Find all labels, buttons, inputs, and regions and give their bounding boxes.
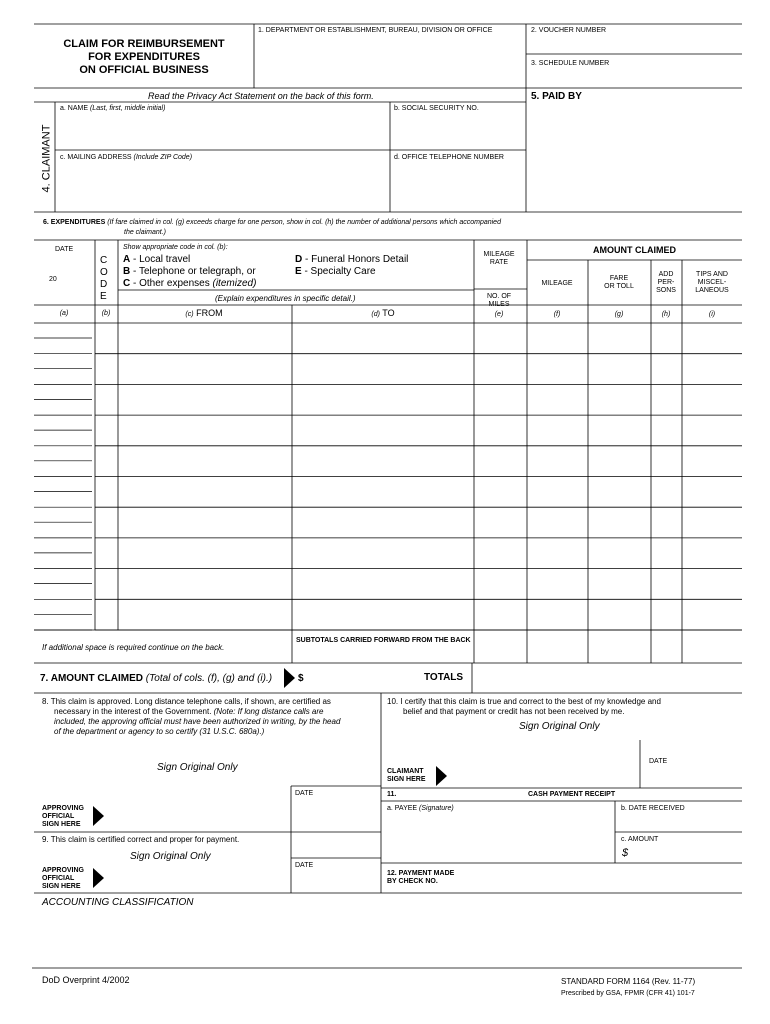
approval-text-8-note: (Note: If long distance calls are xyxy=(211,707,324,716)
approval-text-8-line-1: 8. This claim is approved. Long distance telephone calls, if shown, are certified as xyxy=(42,697,331,706)
amount-arrow-icon xyxy=(284,668,295,688)
privacy-statement: Read the Privacy Act Statement on the back of this form. xyxy=(148,91,374,101)
code-letter-line-2: O xyxy=(100,267,108,278)
cash-receipt-title: CASH PAYMENT RECEIPT xyxy=(528,791,616,798)
expense-cell-f[interactable] xyxy=(527,570,588,600)
expense-cell-a[interactable] xyxy=(34,447,95,477)
certifying-signature-field[interactable] xyxy=(108,866,290,894)
expense-cell-i[interactable] xyxy=(682,355,742,385)
expense-cell-i[interactable] xyxy=(682,324,742,354)
claimant-side-label: 4. CLAIMANT xyxy=(40,124,53,193)
date-received-label: b. DATE RECEIVED xyxy=(621,805,685,812)
check-number-field[interactable] xyxy=(470,866,740,894)
address-prefix: c. MAILING ADDRESS xyxy=(60,154,132,161)
receipt-amount-label: c. AMOUNT xyxy=(621,836,659,843)
amount-claimed-note: (Total of cols. (f), (g) and (i).) xyxy=(142,673,273,684)
title-line-3: ON OFFICIAL BUSINESS xyxy=(79,64,209,76)
expense-cell-f[interactable] xyxy=(527,509,588,539)
expense-cell-i[interactable] xyxy=(682,447,742,477)
fare-line-1: FARE xyxy=(609,275,629,282)
expense-cell-c[interactable] xyxy=(118,540,292,570)
code-letter-e: E xyxy=(295,266,302,277)
expense-cell-b[interactable] xyxy=(95,447,118,477)
expense-cell-a[interactable] xyxy=(34,540,95,570)
expense-cell-f[interactable] xyxy=(527,601,588,631)
expense-cell-c[interactable] xyxy=(118,478,292,508)
col-d-label xyxy=(292,308,474,320)
expense-cell-c[interactable] xyxy=(118,570,292,600)
col-g-label: (g) xyxy=(614,311,624,318)
expense-cell-b[interactable] xyxy=(95,509,118,539)
dept-field[interactable] xyxy=(258,38,522,86)
code-letter-b: B xyxy=(123,266,131,277)
col-a-label: (a) xyxy=(59,310,69,317)
expense-cell-i[interactable] xyxy=(682,570,742,600)
num-miles-line-2: MILES xyxy=(488,301,510,308)
code-desc-e: - Specialty Care xyxy=(301,266,376,277)
sign-original-8: Sign Original Only xyxy=(157,762,238,773)
payee-label xyxy=(387,805,454,813)
payee-prefix: a. PAYEE xyxy=(387,805,418,812)
mileage-rate-line-1: MILEAGE xyxy=(483,251,515,258)
totals-label: TOTALS xyxy=(424,672,464,683)
subtotals-label: SUBTOTALS CARRIED FORWARD FROM THE BACK xyxy=(296,637,471,644)
code-option-e xyxy=(295,266,408,278)
amount-claimed-label xyxy=(40,673,272,685)
sign-original-10: Sign Original Only xyxy=(519,721,600,732)
expense-cell-g[interactable] xyxy=(588,386,651,416)
sign-original-9: Sign Original Only xyxy=(130,851,211,862)
expense-cell-g[interactable] xyxy=(588,324,651,354)
expense-cell-c[interactable] xyxy=(118,386,292,416)
schedule-label: 3. SCHEDULE NUMBER xyxy=(531,60,610,67)
expense-cell-h[interactable] xyxy=(651,540,682,570)
code-letter-line-4: E xyxy=(100,291,107,302)
code-desc-c: - Other expenses xyxy=(130,278,210,289)
phone-label: d. OFFICE TELEPHONE NUMBER xyxy=(394,154,504,161)
col-c-letter: (c) xyxy=(185,311,194,318)
code-option-d xyxy=(295,254,408,266)
add-persons-line-3: SONS xyxy=(656,287,676,294)
payee-hint: (Signature) xyxy=(419,805,454,812)
code-option-a xyxy=(123,254,256,266)
code-letter-d: D xyxy=(295,254,303,265)
expense-cell-a[interactable] xyxy=(34,509,95,539)
address-label xyxy=(60,154,192,162)
mileage-rate-line-2: RATE xyxy=(489,259,509,266)
expense-cell-h[interactable] xyxy=(651,570,682,600)
expense-cell-b[interactable] xyxy=(95,416,118,446)
approving-arrow-icon xyxy=(93,806,104,826)
num-miles-label xyxy=(474,293,524,309)
name-label xyxy=(60,105,165,113)
fare-col-label xyxy=(588,275,650,291)
col-d-letter: (d) xyxy=(371,311,380,318)
code-option-c xyxy=(123,278,256,290)
title-line-2: FOR EXPENDITURES xyxy=(88,51,200,63)
expense-cell-e[interactable] xyxy=(474,570,527,600)
expense-cell-g[interactable] xyxy=(588,570,651,600)
certifying-arrow-icon xyxy=(93,868,104,888)
expense-cell-c[interactable] xyxy=(118,355,292,385)
check-number-label xyxy=(387,870,454,886)
year-label: 20 xyxy=(49,276,57,283)
code-option-b xyxy=(123,266,256,278)
expense-cell-g[interactable] xyxy=(588,416,651,446)
expense-cell-b[interactable] xyxy=(95,540,118,570)
expense-cell-g[interactable] xyxy=(588,509,651,539)
name-prefix: a. NAME xyxy=(60,105,89,112)
amount-dollar: $ xyxy=(298,673,304,684)
expense-cell-e[interactable] xyxy=(474,601,527,631)
expense-cell-h[interactable] xyxy=(651,416,682,446)
col-e-label: (e) xyxy=(494,311,504,318)
date-col-label: DATE xyxy=(55,246,74,253)
num-miles-line-1: NO. OF xyxy=(486,293,512,300)
expense-cell-d[interactable] xyxy=(292,386,474,416)
code-letters xyxy=(100,255,110,303)
expense-cell-h[interactable] xyxy=(651,478,682,508)
expense-cell-d[interactable] xyxy=(292,447,474,477)
expense-cell-f[interactable] xyxy=(527,447,588,477)
approving-official-label xyxy=(42,805,84,829)
expense-cell-e[interactable] xyxy=(474,324,527,354)
name-field[interactable] xyxy=(58,116,388,150)
approving-official-line-3: SIGN HERE xyxy=(42,821,81,828)
certifying-official-line-1: APPROVING xyxy=(42,867,85,874)
expense-cell-d[interactable] xyxy=(292,324,474,354)
expense-cell-e[interactable] xyxy=(474,478,527,508)
expense-cell-b[interactable] xyxy=(95,570,118,600)
approving-official-line-1: APPROVING xyxy=(42,805,85,812)
expense-cell-d[interactable] xyxy=(292,478,474,508)
receipt-number: 11. xyxy=(387,791,397,798)
expense-cell-c[interactable] xyxy=(118,416,292,446)
expense-cell-d[interactable] xyxy=(292,601,474,631)
voucher-label: 2. VOUCHER NUMBER xyxy=(531,27,607,34)
expense-cell-h[interactable] xyxy=(651,386,682,416)
expense-cell-a[interactable] xyxy=(34,416,95,446)
expense-cell-d[interactable] xyxy=(292,570,474,600)
amount-total-field[interactable] xyxy=(308,668,418,688)
mileage-rate-label xyxy=(474,251,524,267)
check-number-line-2: BY CHECK NO. xyxy=(387,878,438,885)
certifying-official-line-3: SIGN HERE xyxy=(42,883,81,890)
code-letter-a: A xyxy=(123,254,131,265)
expense-cell-d[interactable] xyxy=(292,355,474,385)
expense-cell-d[interactable] xyxy=(292,509,474,539)
itemized-note: (itemized) xyxy=(209,278,257,289)
expense-cell-i[interactable] xyxy=(682,386,742,416)
expense-cell-i[interactable] xyxy=(682,416,742,446)
claimant-date-label: DATE xyxy=(649,758,668,765)
approval-text-8 xyxy=(42,697,382,737)
code-desc-d: - Funeral Honors Detail xyxy=(302,254,409,265)
expense-cell-b[interactable] xyxy=(95,478,118,508)
fare-line-2: OR TOLL xyxy=(604,283,634,290)
continue-note: If additional space is required continue on the back. xyxy=(42,643,225,652)
expense-cell-d[interactable] xyxy=(292,416,474,446)
col-c-label xyxy=(118,308,290,320)
expense-cell-g[interactable] xyxy=(588,601,651,631)
claimant-arrow-icon xyxy=(436,766,447,786)
approving-signature-field[interactable] xyxy=(108,800,290,830)
amount-claimed-heading: AMOUNT CLAIMED xyxy=(593,245,676,255)
expense-cell-e[interactable] xyxy=(474,416,527,446)
col-d-text: TO xyxy=(379,308,395,318)
name-hint: (Last, first, middle initial) xyxy=(89,105,166,112)
expense-cell-c[interactable] xyxy=(118,324,292,354)
col-f-label: (f) xyxy=(553,311,561,318)
expense-cell-h[interactable] xyxy=(651,324,682,354)
tips-col-label xyxy=(682,271,742,295)
col-c-text: FROM xyxy=(193,308,223,318)
expense-cell-c[interactable] xyxy=(118,509,292,539)
expense-cell-g[interactable] xyxy=(588,478,651,508)
expense-cell-e[interactable] xyxy=(474,540,527,570)
expense-cell-f[interactable] xyxy=(527,478,588,508)
expense-cell-h[interactable] xyxy=(651,355,682,385)
expense-cell-e[interactable] xyxy=(474,509,527,539)
ssn-label: b. SOCIAL SECURITY NO. xyxy=(394,105,479,112)
footer-prescribed: Prescribed by GSA, FPMR (CFR 41) 101-7 xyxy=(561,990,695,997)
claimant-sign-label xyxy=(387,768,426,784)
expense-cell-b[interactable] xyxy=(95,355,118,385)
expense-cell-d[interactable] xyxy=(292,540,474,570)
claimant-sign-line-2: SIGN HERE xyxy=(387,776,426,783)
expense-cell-i[interactable] xyxy=(682,601,742,631)
tips-line-3: LANEOUS xyxy=(695,287,729,294)
expense-cell-b[interactable] xyxy=(95,601,118,631)
codes-left xyxy=(123,254,256,290)
expenditures-heading-bold: 6. EXPENDITURES xyxy=(43,219,106,226)
col-b-label: (b) xyxy=(101,310,111,317)
expense-cell-i[interactable] xyxy=(682,478,742,508)
code-desc-a: - Local travel xyxy=(130,254,191,265)
expense-cell-h[interactable] xyxy=(651,509,682,539)
expenditures-heading-note: (If fare claimed in col. (g) exceeds charge for one person, show in col. (h) the number of additional persons which accompanied xyxy=(107,219,501,226)
explain-note: (Explain expenditures in specific detail.) xyxy=(215,294,356,303)
expense-cell-i[interactable] xyxy=(682,509,742,539)
certify-text-10-line-2: belief and that payment or credit has not been received by me. xyxy=(403,707,625,716)
certify-text-9: 9. This claim is certified correct and proper for payment. xyxy=(42,835,240,844)
footer-form-number: STANDARD FORM 1164 (Rev. 11-77) xyxy=(561,977,696,986)
title-line-1: CLAIM FOR REIMBURSEMENT xyxy=(63,38,225,50)
claimant-signature-field[interactable] xyxy=(452,760,640,786)
claimant-sign-line-1: CLAIMANT xyxy=(387,768,424,775)
expense-cell-a[interactable] xyxy=(34,386,95,416)
expense-cell-a[interactable] xyxy=(34,478,95,508)
expenditures-heading-note-2: the claimant.) xyxy=(124,229,167,236)
expense-cell-f[interactable] xyxy=(527,540,588,570)
expense-cell-a[interactable] xyxy=(34,570,95,600)
certify-text-10-line-1: 10. I certify that this claim is true and correct to the best of my knowledge and xyxy=(387,697,661,706)
expense-cell-f[interactable] xyxy=(527,386,588,416)
expense-cell-c[interactable] xyxy=(118,601,292,631)
dept-label: 1. DEPARTMENT OR ESTABLISHMENT, BUREAU, DIVISION OR OFFICE xyxy=(258,27,493,34)
approval-text-8-line-4: of the department or agency to so certify (31 U.S.C. 680a).) xyxy=(54,727,265,736)
receipt-dollar: $ xyxy=(622,847,629,859)
amount-claimed-bold: 7. AMOUNT CLAIMED xyxy=(40,673,143,684)
expense-cell-i[interactable] xyxy=(682,540,742,570)
code-letter-line-3: D xyxy=(100,279,108,290)
mileage-col-label: MILEAGE xyxy=(541,280,573,287)
expense-cell-h[interactable] xyxy=(651,601,682,631)
codes-right xyxy=(295,254,408,278)
expense-cell-f[interactable] xyxy=(527,416,588,446)
code-letter-c: C xyxy=(123,278,131,289)
expense-cell-a[interactable] xyxy=(34,324,95,354)
address-hint: (Include ZIP Code) xyxy=(133,154,193,161)
accounting-classification: ACCOUNTING CLASSIFICATION xyxy=(42,897,194,908)
paid-by-label: 5. PAID BY xyxy=(531,91,582,102)
check-number-line-1: 12. PAYMENT MADE xyxy=(387,870,455,877)
add-persons-line-2: PER- xyxy=(657,279,675,286)
tips-line-2: MISCEL- xyxy=(697,279,727,286)
expense-cell-b[interactable] xyxy=(95,324,118,354)
expense-cell-c[interactable] xyxy=(118,447,292,477)
expense-cell-a[interactable] xyxy=(34,601,95,631)
approving-official-line-2: OFFICIAL xyxy=(42,813,75,820)
code-hint: Show appropriate code in col. (b): xyxy=(123,244,228,251)
expense-cell-e[interactable] xyxy=(474,386,527,416)
approval-date-label: DATE xyxy=(295,790,314,797)
certifying-official-label xyxy=(42,867,84,891)
claimant-certify-text-10 xyxy=(387,697,727,717)
expense-cell-h[interactable] xyxy=(651,447,682,477)
expense-cell-g[interactable] xyxy=(588,355,651,385)
add-persons-line-1: ADD xyxy=(658,271,674,278)
certify-date-label: DATE xyxy=(295,862,314,869)
expense-cell-f[interactable] xyxy=(527,355,588,385)
form-title xyxy=(34,38,254,77)
footer-overprint: DoD Overprint 4/2002 xyxy=(42,975,130,985)
expenditures-heading xyxy=(43,219,663,227)
expense-cell-f[interactable] xyxy=(527,324,588,354)
col-i-label: (i) xyxy=(708,311,716,318)
expense-cell-a[interactable] xyxy=(34,355,95,385)
code-desc-b: - Telephone or telegraph, or xyxy=(130,266,256,277)
expense-cell-b[interactable] xyxy=(95,386,118,416)
approval-text-8-line-3: included, the approving official must have been authorized in writing, by the head xyxy=(54,717,341,726)
add-persons-col-label xyxy=(651,271,681,295)
col-h-label: (h) xyxy=(661,311,671,318)
approval-text-8-line-2: necessary in the interest of the Government. xyxy=(54,707,212,716)
expense-cell-e[interactable] xyxy=(474,355,527,385)
payee-signature-field[interactable] xyxy=(387,815,615,863)
expense-cell-g[interactable] xyxy=(588,540,651,570)
certifying-official-line-2: OFFICIAL xyxy=(42,875,75,882)
code-letter-line-1: C xyxy=(100,255,108,266)
expense-cell-g[interactable] xyxy=(588,447,651,477)
tips-line-1: TIPS AND xyxy=(696,271,728,278)
expense-cell-e[interactable] xyxy=(474,447,527,477)
